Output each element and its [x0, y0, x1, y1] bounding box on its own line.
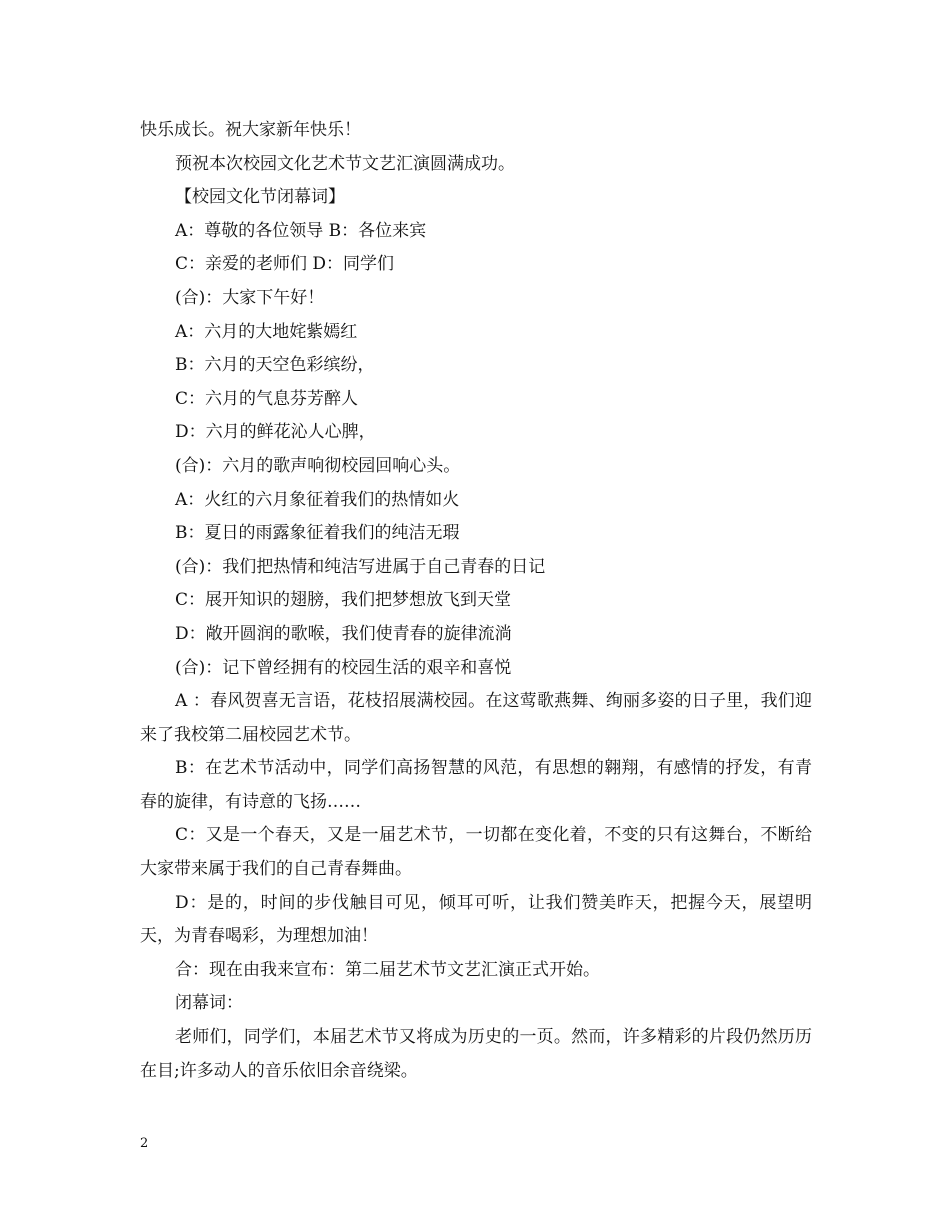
paragraph: A：火红的六月象征着我们的热情如火 [175, 489, 460, 510]
paragraph: B：夏日的雨露象征着我们的纯洁无瑕 [175, 523, 460, 544]
paragraph: (合)：大家下午好！ [175, 287, 325, 308]
page-number: 2 [140, 1136, 149, 1151]
paragraph: C：展开知识的翅膀，我们把梦想放飞到天堂 [175, 590, 512, 611]
paragraph: 老师们，同学们，本届艺术节又将成为历史的一页。然而，许多精彩的片段仍然历历在目;许多动人的音乐依旧余音绕梁。 [140, 1027, 812, 1081]
paragraph: D：敞开圆润的歌喉，我们使青春的旋律流淌 [175, 623, 512, 644]
paragraph: C：六月的气息芬芳醉人 [175, 388, 359, 409]
document-body [140, 114, 812, 1088]
section-heading: 【校园文化节闭幕词】 [175, 187, 345, 208]
paragraph: D：六月的鲜花沁人心脾， [175, 422, 376, 443]
paragraph: A ：春风贺喜无言语，花枝招展满校园。在这莺歌燕舞、绚丽多姿的日子里，我们迎来了我校第二届校园艺术节。 [140, 691, 812, 745]
paragraph: A：六月的大地姹紫嫣红 [175, 321, 358, 342]
paragraph: D：是的，时间的步伐触目可见，倾耳可听，让我们赞美昨天，把握今天，展望明天，为青春喝彩，为理想加油！ [140, 892, 812, 947]
paragraph: 快乐成长。祝大家新年快乐！ [140, 120, 361, 140]
paragraph: B：六月的天空色彩缤纷， [175, 355, 375, 376]
paragraph: B：在艺术节活动中，同学们高扬智慧的风范，有思想的翱翔，有感情的抒发，有青春的旋律，有诗意的飞扬…… [140, 758, 812, 812]
paragraph: (合)：六月的歌声响彻校园回响心头。 [175, 455, 461, 476]
paragraph: (合)：记下曾经拥有的校园生活的艰辛和喜悦 [175, 657, 512, 678]
paragraph: 合：现在由我来宣布：第二届艺术节文艺汇演正式开始。 [175, 959, 600, 980]
paragraph: A：尊敬的各位领导 B：各位来宾 [175, 220, 427, 241]
paragraph: C：亲爱的老师们 D：同学们 [175, 254, 395, 275]
paragraph: (合)：我们把热情和纯洁写进属于自己青春的日记 [175, 556, 546, 577]
paragraph: C：又是一个春天，又是一届艺术节，一切都在变化着，不变的只有这舞台，不断给大家带来属于我们的自己青春舞曲。 [140, 825, 812, 880]
section-heading: 闭幕词： [175, 993, 243, 1014]
paragraph: 预祝本次校园文化艺术节文艺汇演圆满成功。 [175, 153, 515, 174]
